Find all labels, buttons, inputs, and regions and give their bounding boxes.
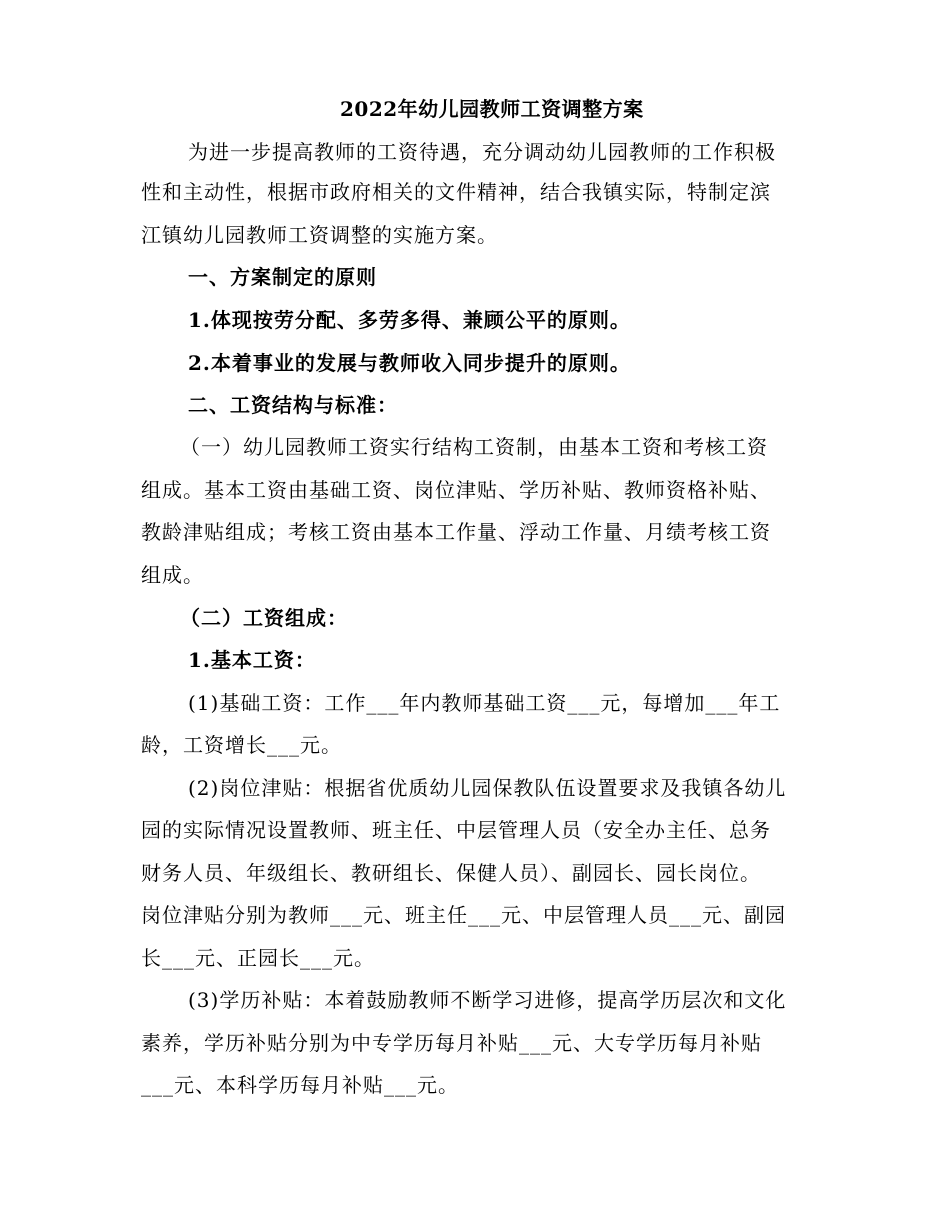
paragraph-line: (1)基础工资：工作___年内教师基础工资___元，每增加___年工 [188, 691, 781, 715]
document-title: 2022年幼儿园教师工资调整方案 [340, 97, 644, 121]
paragraph-line: (3)学历补贴：本着鼓励教师不断学习进修，提高学历层次和文化 [188, 988, 787, 1012]
paragraph-line: 性和主动性，根据市政府相关的文件精神，结合我镇实际，特制定滨 [141, 180, 771, 204]
paragraph-line: 素养，学历补贴分别为中专学历每月补贴___元、大专学历每月补贴 [141, 1031, 762, 1055]
section-heading: 二、工资结构与标准： [188, 393, 398, 417]
paragraph-line: 龄，工资增长___元。 [141, 733, 342, 757]
paragraph-line: ___元、本科学历每月补贴___元。 [141, 1073, 459, 1097]
principle-item: 1.体现按劳分配、多劳多得、兼顾公平的原则。 [188, 308, 631, 332]
principle-item: 2.本着事业的发展与教师收入同步提升的原则。 [188, 351, 631, 375]
paragraph-line: (2)岗位津贴：根据省优质幼儿园保教队伍设置要求及我镇各幼儿 [188, 776, 787, 800]
section-heading: 一、方案制定的原则 [188, 265, 377, 289]
paragraph-line: 江镇幼儿园教师工资调整的实施方案。 [141, 223, 498, 247]
paragraph-line: 组成。 [141, 563, 204, 587]
paragraph-line: 教龄津贴组成；考核工资由基本工作量、浮动工作量、月绩考核工资 [141, 520, 771, 544]
paragraph-line: 为进一步提高教师的工资待遇，充分调动幼儿园教师的工作积极 [188, 140, 776, 164]
paragraph-line: （一）幼儿园教师工资实行结构工资制，由基本工资和考核工资 [180, 435, 768, 459]
paragraph-line: 组成。基本工资由基础工资、岗位津贴、学历补贴、教师资格补贴、 [141, 478, 771, 502]
paragraph-line: 园的实际情况设置教师、班主任、中层管理人员（安全办主任、总务 [141, 818, 771, 842]
subsection-heading: 1.基本工资： [188, 648, 316, 672]
paragraph-line: 财务人员、年级组长、教研组长、保健人员）、副园长、园长岗位。 [141, 861, 761, 885]
paragraph-line: 岗位津贴分别为教师___元、班主任___元、中层管理人员___元、副园 [141, 903, 786, 927]
subsection-heading: （二）工资组成： [180, 606, 348, 630]
paragraph-line: 长___元、正园长___元。 [141, 946, 375, 970]
